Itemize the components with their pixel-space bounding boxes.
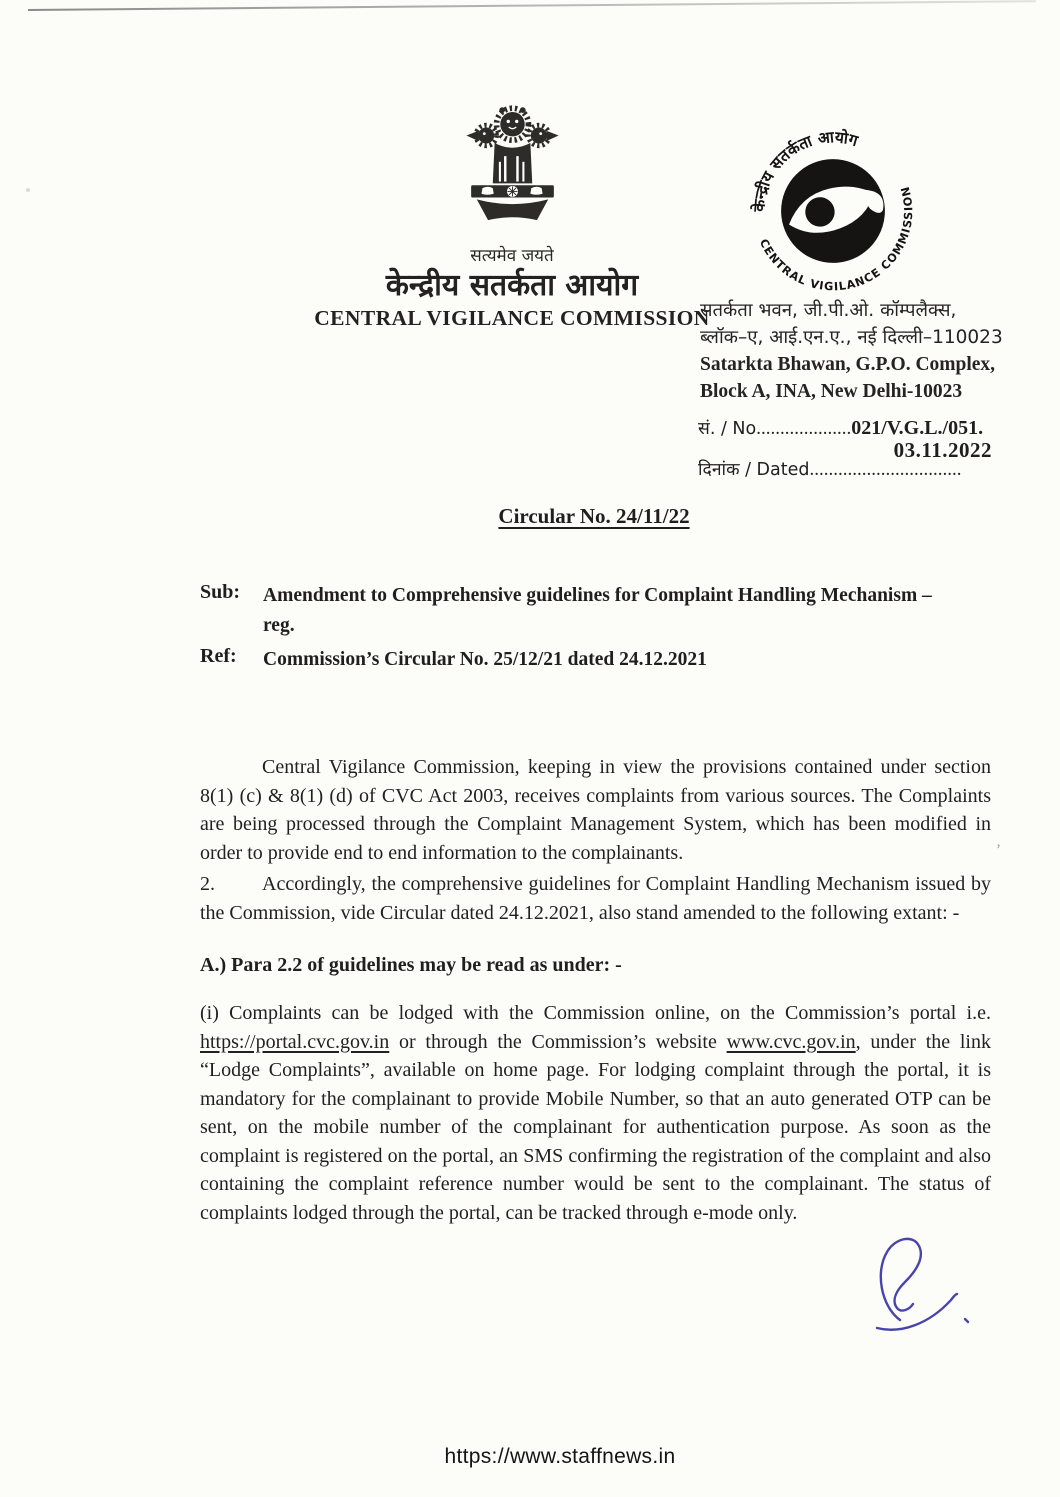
- address-english-line2: Block A, INA, New Delhi-10023: [700, 381, 963, 402]
- website-url-link: www.cvc.gov.in: [726, 1030, 856, 1053]
- paragraph-i-part2: or through the Commission’s website: [389, 1030, 727, 1053]
- file-number-label: सं. / No: [698, 419, 757, 439]
- paragraph-i: [200, 999, 991, 1227]
- org-name-hindi: केन्द्रीय सतर्कता आयोग: [385, 268, 639, 303]
- subject-text: [263, 581, 995, 641]
- scan-dot-artifact: [26, 188, 30, 192]
- date-line: [698, 457, 961, 481]
- address-hindi-line2: ब्लॉक–ए, आई.एन.ए., नई दिल्ली–110023: [700, 327, 1003, 348]
- seal-top-text: केन्द्रीय सतर्कता आयोग: [749, 127, 861, 213]
- reference-row: [200, 645, 995, 675]
- paragraph-2: [200, 870, 991, 927]
- paragraph-1: Central Vigilance Commission, keeping in view the provisions contained under section 8(1) (c) & 8(1) (d) of CVC Act 2003, receives complaints from various sources. The Complaints are being processed through the Complaint Management System, which has been modified in order to provide end to end information to the complainants.: [200, 756, 991, 864]
- file-number-date-block: [698, 416, 1000, 500]
- ashoka-lion-capital-icon: [456, 96, 569, 237]
- portal-url-link: https://portal.cvc.gov.in: [200, 1030, 390, 1053]
- subject-row: [200, 581, 995, 641]
- paragraph-i-part3: , under the link “Lodge Complaints”, available on home page. For lodging complaint through the portal, it is mandatory for the complainant to provide Mobile Number, so that an auto generated OTP can be sent, on the mobile number of the complainant for authentication purpose. As soon as the complaint is registered on the portal, an SMS confirming the registration of the complaint and also containing the complaint reference number would be sent to the complainant. The status of complaints lodged through the portal, can be tracked through e-mode only.: [200, 1030, 991, 1224]
- footer-source-url: https://www.staffnews.in: [444, 1445, 676, 1468]
- reference-text: Commission’s Circular No. 25/12/21 dated 24.12.2021: [263, 649, 707, 670]
- file-number-line: [698, 416, 983, 440]
- org-name-english: CENTRAL VIGILANCE COMMISSION: [314, 306, 710, 330]
- paragraph-i-part1: (i) Complaints can be lodged with the Commission online, on the Commission’s portal i.e.: [200, 1002, 991, 1024]
- scan-mark-artifact: ’: [996, 842, 1001, 858]
- address-english-line1: Satarkta Bhawan, G.P.O. Complex,: [700, 354, 996, 375]
- date-value: 03.11.2022: [893, 438, 992, 462]
- signature-block: [853, 1224, 988, 1344]
- date-dots: ................................: [809, 459, 962, 480]
- subject-line2: reg.: [263, 615, 295, 636]
- paragraph-2-number: 2.: [200, 873, 215, 895]
- cvc-seal-block: [740, 118, 926, 304]
- file-number-value: 021/V.G.L./051.: [851, 417, 984, 439]
- date-label: दिनांक / Dated: [698, 460, 810, 480]
- org-name-block: [258, 268, 766, 331]
- office-address-block: [700, 297, 1005, 405]
- scan-line-artifact: [28, 0, 1036, 11]
- seal-bottom-text: CENTRAL VIGILANCE COMMISSION: [756, 184, 916, 294]
- cvc-eye-seal-icon: [740, 118, 926, 304]
- reference-label: Ref:: [200, 645, 237, 667]
- circular-number-title: Circular No. 24/11/22: [498, 504, 690, 528]
- handwritten-signature-icon: [853, 1224, 988, 1339]
- subject-label: Sub:: [200, 581, 241, 603]
- subject-line1: Amendment to Comprehensive guidelines for Complaint Handling Mechanism –: [263, 585, 932, 606]
- national-emblem-block: [398, 96, 626, 266]
- file-number-dots: ....................: [756, 418, 852, 439]
- heading-para-2-2: A.) Para 2.2 of guidelines may be read as under: -: [200, 954, 622, 976]
- emblem-motto: सत्यमेव जयते: [470, 246, 554, 266]
- paragraph-2-text: Accordingly, the comprehensive guidelines for Complaint Handling Mechanism issued by the Commission, vide Circular dated 24.12.2021, also stand amended to the following extant: -: [200, 873, 991, 924]
- address-hindi-line1: सतर्कता भवन, जी.पी.ओ. कॉम्पलैक्स,: [700, 300, 957, 321]
